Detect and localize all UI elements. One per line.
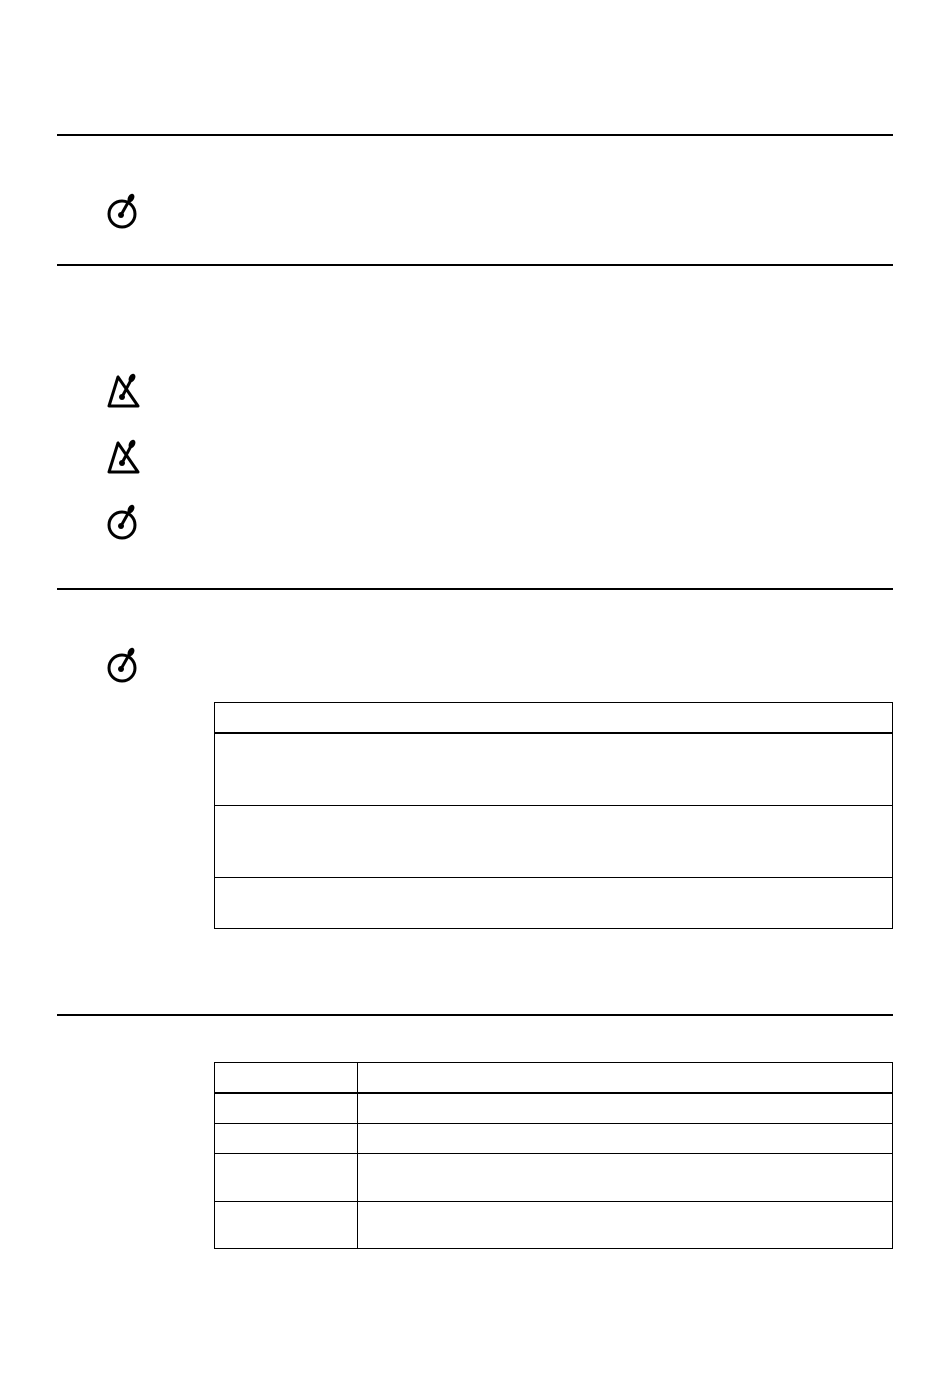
table-row — [215, 734, 892, 806]
table-cell — [358, 1202, 892, 1248]
table-header — [215, 703, 892, 734]
table-cell — [358, 1124, 892, 1153]
table-header-cell — [215, 1063, 358, 1092]
note-icon — [104, 504, 142, 542]
caution-icon — [104, 371, 142, 409]
table-row — [215, 1202, 892, 1248]
table-cell — [215, 1154, 358, 1201]
section-rule — [57, 588, 893, 590]
table-row — [215, 878, 892, 928]
section-rule — [57, 1014, 893, 1016]
info-table — [214, 702, 893, 929]
spec-table — [214, 1062, 893, 1249]
table-cell — [215, 1202, 358, 1248]
table-cell — [215, 1124, 358, 1153]
caution-icon — [104, 437, 142, 475]
table-cell — [215, 1094, 358, 1123]
table-cell — [358, 1154, 892, 1201]
table-cell — [358, 1094, 892, 1123]
note-icon — [104, 647, 142, 685]
table-row — [215, 1094, 892, 1124]
section-rule — [57, 264, 893, 266]
section-rule — [57, 134, 893, 136]
table-row — [215, 806, 892, 878]
table-row — [215, 1124, 892, 1154]
note-icon — [104, 193, 142, 231]
table-row — [215, 1154, 892, 1202]
table-header-cell — [358, 1063, 892, 1092]
table-header — [215, 1063, 892, 1094]
